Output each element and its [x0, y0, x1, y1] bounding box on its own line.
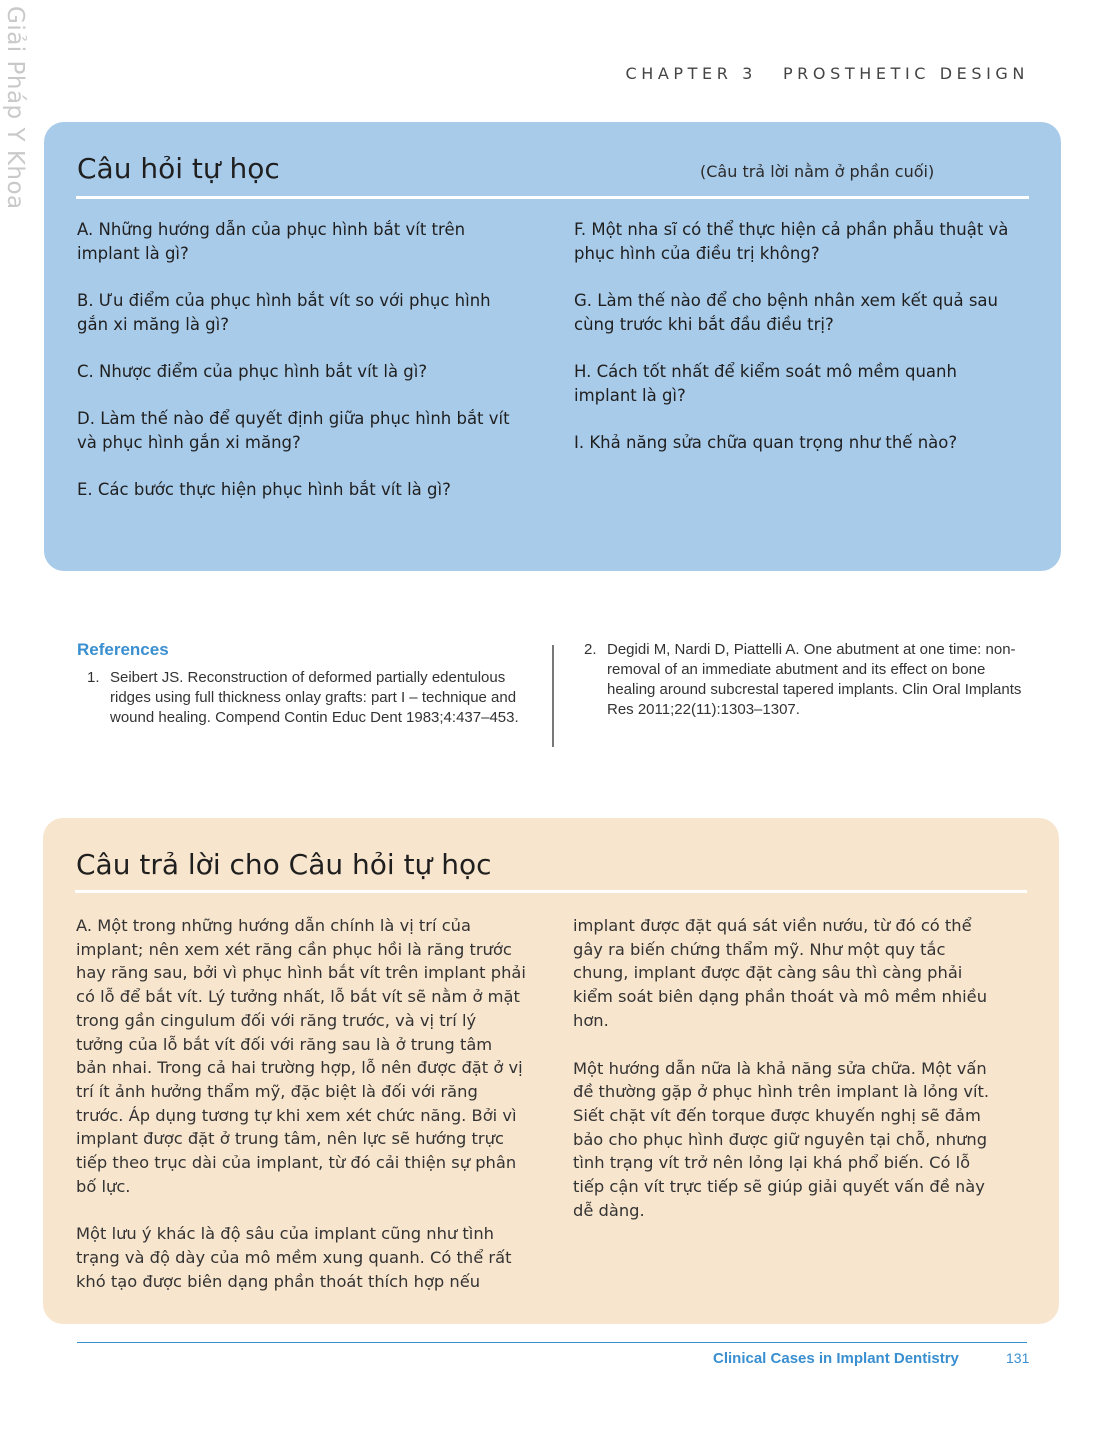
answers-title: Câu trả lời cho Câu hỏi tự học — [76, 848, 492, 881]
question-item: G. Làm thế nào để cho bệnh nhân xem kết quả sau cùng trước khi bắt đầu điều trị? — [574, 291, 998, 334]
chapter-header — [625, 64, 1029, 83]
answer-paragraph: A. Một trong những hướng dẫn chính là vị trí của implant; nên xem xét răng cần phục hồi là răng trước hay răng sau, bởi vì phục hình bắt vít trên implant phải có lỗ để bắt vít. Lý tưởng nhất, lỗ bắt vít sẽ nằm ở mặt trong gần cingulum đối với răng trước, và vị trí lý tưởng của lỗ bắt vít đối với răng sau là ở trung tâm bản nhai. Trong cả hai trường hợp, lỗ nên được đặt ở vị trí ít ảnh hưởng thẩm mỹ, đặc biệt là đối với răng trước. Áp dụng tương tự khi xem xét chức năng. Bởi vì implant được đặt ở trung tâm, nên lực sẽ hướng trực tiếp theo trục dài của implant, từ đó cải thiện sự phân bố lực. — [76, 916, 526, 1196]
questions-right-column — [574, 218, 1024, 478]
references-list-left — [87, 668, 525, 728]
reference-number: 1. — [87, 669, 100, 686]
answer-paragraph: Một hướng dẫn nữa là khả năng sửa chữa. Một vấn đề thường gặp ở phục hình trên implant là lỏng vít. Siết chặt vít đến torque được khuyến nghị sẽ đảm bảo cho phục hình được giữ nguyên tại chỗ, nhưng tình trạng vít trở nên lỏng lại khá phổ biến. Có lỗ tiếp cận vít trực tiếp sẽ giúp giải quyết vấn đề này dễ dàng. — [573, 1058, 990, 1220]
answers-box — [43, 818, 1059, 1324]
references-list-right — [584, 640, 1027, 720]
reference-text: Degidi M, Nardi D, Piattelli A. One abutment at one time: non-removal of an immediate abutment and its effect on bone healing around subcrestal tapered implants. Clin Oral Implants Res 2011;22(11):1303–1307. — [607, 641, 1022, 718]
answer-paragraph: implant được đặt quá sát viền nướu, từ đó có thể gây ra biến chứng thẩm mỹ. Như một quy tắc chung, implant được đặt càng sâu thì càng phải kiểm soát biên dạng phần thoát và mô mềm nhiều hơn. — [573, 916, 988, 1030]
self-study-questions-box — [44, 122, 1061, 571]
reference-item — [87, 668, 525, 728]
questions-note: (Câu trả lời nằm ở phần cuối) — [700, 162, 935, 181]
question-item: B. Ưu điểm của phục hình bắt vít so với phục hình gắn xi măng là gì? — [77, 291, 491, 334]
answers-right-column — [573, 914, 993, 1246]
chapter-label: CHAPTER 3 — [625, 64, 757, 83]
references-divider — [552, 645, 554, 747]
reference-text: Seibert JS. Reconstruction of deformed partially edentulous ridges using full thickness onlay grafts: part I – technique and wound healing. Compend Contin Educ Dent 1983;4:437–453. — [110, 669, 519, 726]
reference-item — [584, 640, 1027, 720]
footer-divider — [77, 1342, 1027, 1343]
questions-title: Câu hỏi tự học — [77, 152, 280, 185]
questions-left-column — [77, 218, 512, 525]
footer-book-title: Clinical Cases in Implant Dentistry — [713, 1350, 959, 1367]
answers-divider — [75, 890, 1027, 893]
page-number: 131 — [1006, 1350, 1030, 1366]
references-title: References — [77, 640, 169, 659]
question-item: A. Những hướng dẫn của phục hình bắt vít trên implant là gì? — [77, 220, 466, 263]
question-item: I. Khả năng sửa chữa quan trọng như thế nào? — [574, 433, 958, 452]
question-item: C. Nhược điểm của phục hình bắt vít là gì? — [77, 362, 428, 381]
questions-divider — [76, 196, 1029, 199]
question-item: D. Làm thế nào để quyết định giữa phục hình bắt vít và phục hình gắn xi măng? — [77, 409, 510, 452]
question-item: E. Các bước thực hiện phục hình bắt vít là gì? — [77, 480, 451, 499]
answer-paragraph: Một lưu ý khác là độ sâu của implant cũng như tình trạng và độ dày của mô mềm xung quanh. Có thể rất khó tạo được biên dạng phần thoát thích hợp nếu — [76, 1224, 512, 1291]
watermark-text: Giải Pháp Y Khoa — [2, 6, 28, 210]
question-item: H. Cách tốt nhất để kiểm soát mô mềm quanh implant là gì? — [574, 362, 957, 405]
chapter-title: PROSTHETIC DESIGN — [782, 64, 1029, 83]
reference-number: 2. — [584, 641, 597, 658]
question-item: F. Một nha sĩ có thể thực hiện cả phần phẫu thuật và phục hình của điều trị không? — [574, 220, 1009, 263]
answers-left-column — [76, 914, 526, 1318]
